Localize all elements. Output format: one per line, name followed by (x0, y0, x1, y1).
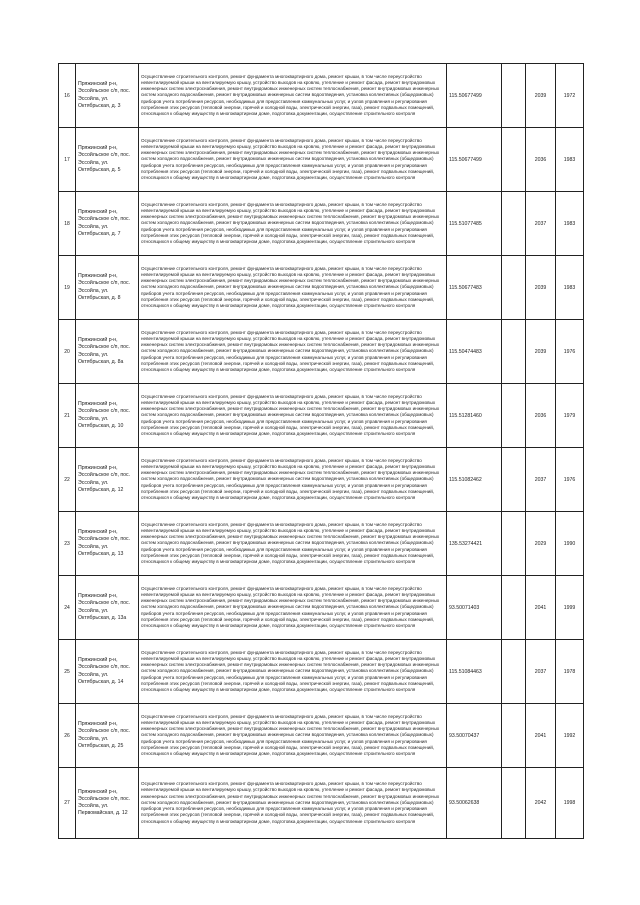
value-cell: 93.50070437 (447, 704, 502, 768)
plan-year-cell: 2039 (526, 256, 556, 320)
row-number-cell: 16 (59, 64, 76, 128)
address-cell: Пряжинский р-н, Эссойльское с/п, пос. Эссойла, ул. Октябрьская, д. 13а (76, 576, 139, 640)
empty-cell (502, 128, 526, 192)
work-list-cell: Осуществление строительного контроля, ремонт фундамента многоквартирного дома, ремонт крыши, в том числе переустройство невентилируемой крыши на вентилируемую крышу, устройство выходов на кровлю, утепление и ремонт фасада, ремонт внутридомовых инженерных систем электроснабжения, ремонт внутридомовых инженерных систем теплоснабжения, ремонт внутридомовых инженерных систем холодного водоснабжения, ремонт внутридомовых инженерных систем водоотведения, установка коллективных (общедомовых) приборов учета потребления ресурсов, необходимых для предоставления коммунальных услуг, и узлов управления и регулирования потребления этих ресурсов (тепловой энергии, горячей и холодной воды, электрической энергии, газа), ремонт подвальных помещений, относящихся к общему имуществу в многоквартирном доме, подготовка документации, осуществление строительного контроля (139, 256, 447, 320)
address-cell: Пряжинский р-н, Эссойльское с/п, пос. Эссойла, ул. Октябрьская, д. 8а (76, 320, 139, 384)
row-number-cell: 17 (59, 128, 76, 192)
value-cell: 93.50071403 (447, 576, 502, 640)
work-list-cell: Осуществление строительного контроля, ремонт фундамента многоквартирного дома, ремонт крыши, в том числе переустройство невентилируемой крыши на вентилируемую крышу, устройство выходов на кровлю, утепление и ремонт фасада, ремонт внутридомовых инженерных систем электроснабжения, ремонт внутридомовых инженерных систем теплоснабжения, ремонт внутридомовых инженерных систем холодного водоснабжения, ремонт внутридомовых инженерных систем водоотведения, установка коллективных (общедомовых) приборов учета потребления ресурсов, необходимых для предоставления коммунальных услуг, и узлов управления и регулирования потребления этих ресурсов (тепловой энергии, горячей и холодной воды, электрической энергии, газа), ремонт подвальных помещений, относящихся к общему имуществу в многоквартирном доме, подготовка документации, осуществление строительного контроля (139, 384, 447, 448)
work-list-cell: Осуществление строительного контроля, ремонт фундамента многоквартирного дома, ремонт крыши, в том числе переустройство невентилируемой крыши на вентилируемую крышу, устройство выходов на кровлю, утепление и ремонт фасада, ремонт внутридомовых инженерных систем электроснабжения, ремонт внутридомовых инженерных систем теплоснабжения, ремонт внутридомовых инженерных систем холодного водоснабжения, ремонт внутридомовых инженерных систем водоотведения, установка коллективных (общедомовых) приборов учета потребления ресурсов, необходимых для предоставления коммунальных услуг, и узлов управления и регулирования потребления этих ресурсов (тепловой энергии, горячей и холодной воды, электрической энергии, газа), ремонт подвальных помещений, относящихся к общему имуществу в многоквартирном доме, подготовка документации, осуществление строительного контроля (139, 320, 447, 384)
build-year-cell: 1992 (556, 704, 584, 768)
address-cell: Пряжинский р-н, Эссойльское с/п, пос. Эссойла, ул. Октябрьская, д. 13 (76, 512, 139, 576)
plan-year-cell: 2036 (526, 128, 556, 192)
build-year-cell: 1983 (556, 192, 584, 256)
build-year-cell: 1999 (556, 576, 584, 640)
table-row (59, 576, 584, 640)
value-cell: 115.51281460 (447, 384, 502, 448)
row-number-cell: 20 (59, 320, 76, 384)
value-cell: 93.50062638 (447, 768, 502, 839)
work-list-cell: Осуществление строительного контроля, ремонт фундамента многоквартирного дома, ремонт крыши, в том числе переустройство невентилируемой крыши на вентилируемую крышу, устройство выходов на кровлю, утепление и ремонт фасада, ремонт внутридомовых инженерных систем электроснабжения, ремонт внутридомовых инженерных систем теплоснабжения, ремонт внутридомовых инженерных систем холодного водоснабжения, ремонт внутридомовых инженерных систем водоотведения, установка коллективных (общедомовых) приборов учета потребления ресурсов, необходимых для предоставления коммунальных услуг, и узлов управления и регулирования потребления этих ресурсов (тепловой энергии, горячей и холодной воды, электрической энергии, газа), ремонт подвальных помещений, относящихся к общему имуществу в многоквартирном доме, подготовка документации, осуществление строительного контроля (139, 576, 447, 640)
build-year-cell: 1979 (556, 384, 584, 448)
table-row (59, 448, 584, 512)
repair-program-table (58, 63, 584, 839)
plan-year-cell: 2037 (526, 640, 556, 704)
build-year-cell: 1976 (556, 448, 584, 512)
address-cell: Пряжинский р-н, Эссойльское с/п, пос. Эссойла, ул. Октябрьская, д. 8 (76, 256, 139, 320)
row-number-cell: 25 (59, 640, 76, 704)
empty-cell (502, 448, 526, 512)
plan-year-cell: 2036 (526, 384, 556, 448)
work-list-cell: Осуществление строительного контроля, ремонт фундамента многоквартирного дома, ремонт крыши, в том числе переустройство невентилируемой крыши на вентилируемую крышу, устройство выходов на кровлю, утепление и ремонт фасада, ремонт внутридомовых инженерных систем электроснабжения, ремонт внутридомовых инженерных систем теплоснабжения, ремонт внутридомовых инженерных систем холодного водоснабжения, ремонт внутридомовых инженерных систем водоотведения, установка коллективных (общедомовых) приборов учета потребления ресурсов, необходимых для предоставления коммунальных услуг, и узлов управления и регулирования потребления этих ресурсов (тепловой энергии, горячей и холодной воды, электрической энергии, газа), ремонт подвальных помещений, относящихся к общему имуществу в многоквартирном доме, подготовка документации, осуществление строительного контроля (139, 768, 447, 839)
work-list-cell: Осуществление строительного контроля, ремонт фундамента многоквартирного дома, ремонт крыши, в том числе переустройство невентилируемой крыши на вентилируемую крышу, устройство выходов на кровлю, утепление и ремонт фасада, ремонт внутридомовых инженерных систем электроснабжения, ремонт внутридомовых инженерных систем теплоснабжения, ремонт внутридомовых инженерных систем холодного водоснабжения, ремонт внутридомовых инженерных систем водоотведения, установка коллективных (общедомовых) приборов учета потребления ресурсов, необходимых для предоставления коммунальных услуг, и узлов управления и регулирования потребления этих ресурсов (тепловой энергии, горячей и холодной воды, электрической энергии, газа), ремонт подвальных помещений, относящихся к общему имуществу в многоквартирном доме, подготовка документации, осуществление строительного контроля (139, 192, 447, 256)
row-number-cell: 23 (59, 512, 76, 576)
work-list-cell: Осуществление строительного контроля, ремонт фундамента многоквартирного дома, ремонт крыши, в том числе переустройство невентилируемой крыши на вентилируемую крышу, устройство выходов на кровлю, утепление и ремонт фасада, ремонт внутридомовых инженерных систем электроснабжения, ремонт внутридомовых инженерных систем теплоснабжения, ремонт внутридомовых инженерных систем холодного водоснабжения, ремонт внутридомовых инженерных систем водоотведения, установка коллективных (общедомовых) приборов учета потребления ресурсов, необходимых для предоставления коммунальных услуг, и узлов управления и регулирования потребления этих ресурсов (тепловой энергии, горячей и холодной воды, электрической энергии, газа), ремонт подвальных помещений, относящихся к общему имуществу в многоквартирном доме, подготовка документации, осуществление строительного контроля (139, 512, 447, 576)
table-row (59, 512, 584, 576)
work-list-cell: Осуществление строительного контроля, ремонт фундамента многоквартирного дома, ремонт крыши, в том числе переустройство невентилируемой крыши на вентилируемую крышу, устройство выходов на кровлю, утепление и ремонт фасада, ремонт внутридомовых инженерных систем электроснабжения, ремонт внутридомовых инженерных систем теплоснабжения, ремонт внутридомовых инженерных систем холодного водоснабжения, ремонт внутридомовых инженерных систем водоотведения, установка коллективных (общедомовых) приборов учета потребления ресурсов, необходимых для предоставления коммунальных услуг, и узлов управления и регулирования потребления этих ресурсов (тепловой энергии, горячей и холодной воды, электрической энергии, газа), ремонт подвальных помещений, относящихся к общему имуществу в многоквартирном доме, подготовка документации, осуществление строительного контроля (139, 128, 447, 192)
plan-year-cell: 2041 (526, 704, 556, 768)
plan-year-cell: 2039 (526, 64, 556, 128)
plan-year-cell: 2037 (526, 192, 556, 256)
empty-cell (502, 512, 526, 576)
work-list-cell: Осуществление строительного контроля, ремонт фундамента многоквартирного дома, ремонт крыши, в том числе переустройство невентилируемой крыши на вентилируемую крышу, устройство выходов на кровлю, утепление и ремонт фасада, ремонт внутридомовых инженерных систем электроснабжения, ремонт внутридомовых инженерных систем теплоснабжения, ремонт внутридомовых инженерных систем холодного водоснабжения, ремонт внутридомовых инженерных систем водоотведения, установка коллективных (общедомовых) приборов учета потребления ресурсов, необходимых для предоставления коммунальных услуг, и узлов управления и регулирования потребления этих ресурсов (тепловой энергии, горячей и холодной воды, электрической энергии, газа), ремонт подвальных помещений, относящихся к общему имуществу в многоквартирном доме, подготовка документации, осуществление строительного контроля (139, 64, 447, 128)
table-row (59, 768, 584, 839)
row-number-cell: 27 (59, 768, 76, 839)
table-row (59, 320, 584, 384)
value-cell: 115.51077485 (447, 192, 502, 256)
build-year-cell: 1998 (556, 768, 584, 839)
plan-year-cell: 2039 (526, 320, 556, 384)
address-cell: Пряжинский р-н, Эссойльское с/п, пос. Эссойла, ул. Октябрьская, д. 25 (76, 704, 139, 768)
value-cell: 115.50677499 (447, 64, 502, 128)
plan-year-cell: 2029 (526, 512, 556, 576)
table-row (59, 256, 584, 320)
empty-cell (502, 320, 526, 384)
row-number-cell: 24 (59, 576, 76, 640)
table-body (59, 64, 584, 839)
value-cell: 115.50474483 (447, 320, 502, 384)
empty-cell (502, 64, 526, 128)
address-cell: Пряжинский р-н, Эссойльское с/п, пос. Эссойла, ул. Октябрьская, д. 5 (76, 128, 139, 192)
build-year-cell: 1976 (556, 320, 584, 384)
value-cell: 135.53274421 (447, 512, 502, 576)
row-number-cell: 22 (59, 448, 76, 512)
value-cell: 115.51082462 (447, 448, 502, 512)
address-cell: Пряжинский р-н, Эссойльское с/п, пос. Эссойла, ул. Первомайская, д. 12 (76, 768, 139, 839)
plan-year-cell: 2037 (526, 448, 556, 512)
address-cell: Пряжинский р-н, Эссойльское с/п, пос. Эссойла, ул. Октябрьская, д. 14 (76, 640, 139, 704)
row-number-cell: 26 (59, 704, 76, 768)
empty-cell (502, 256, 526, 320)
work-list-cell: Осуществление строительного контроля, ремонт фундамента многоквартирного дома, ремонт крыши, в том числе переустройство невентилируемой крыши на вентилируемую крышу, устройство выходов на кровлю, утепление и ремонт фасада, ремонт внутридомовых инженерных систем электроснабжения, ремонт внутридомовых инженерных систем теплоснабжения, ремонт внутридомовых инженерных систем холодного водоснабжения, ремонт внутридомовых инженерных систем водоотведения, установка коллективных (общедомовых) приборов учета потребления ресурсов, необходимых для предоставления коммунальных услуг, и узлов управления и регулирования потребления этих ресурсов (тепловой энергии, горячей и холодной воды, электрической энергии, газа), ремонт подвальных помещений, относящихся к общему имуществу в многоквартирном доме, подготовка документации, осуществление строительного контроля (139, 640, 447, 704)
empty-cell (502, 704, 526, 768)
work-list-cell: Осуществление строительного контроля, ремонт фундамента многоквартирного дома, ремонт крыши, в том числе переустройство невентилируемой крыши на вентилируемую крышу, устройство выходов на кровлю, утепление и ремонт фасада, ремонт внутридомовых инженерных систем электроснабжения, ремонт внутридомовых инженерных систем теплоснабжения, ремонт внутридомовых инженерных систем холодного водоснабжения, ремонт внутридомовых инженерных систем водоотведения, установка коллективных (общедомовых) приборов учета потребления ресурсов, необходимых для предоставления коммунальных услуг, и узлов управления и регулирования потребления этих ресурсов (тепловой энергии, горячей и холодной воды, электрической энергии, газа), ремонт подвальных помещений, относящихся к общему имуществу в многоквартирном доме, подготовка документации, осуществление строительного контроля (139, 704, 447, 768)
row-number-cell: 18 (59, 192, 76, 256)
value-cell: 115.51084463 (447, 640, 502, 704)
plan-year-cell: 2042 (526, 768, 556, 839)
build-year-cell: 1972 (556, 64, 584, 128)
table-row (59, 384, 584, 448)
empty-cell (502, 576, 526, 640)
address-cell: Пряжинский р-н, Эссойльское с/п, пос. Эссойла, ул. Октябрьская, д. 7 (76, 192, 139, 256)
table-row (59, 704, 584, 768)
value-cell: 115.50677499 (447, 128, 502, 192)
empty-cell (502, 640, 526, 704)
table-row (59, 64, 584, 128)
build-year-cell: 1990 (556, 512, 584, 576)
table-row (59, 128, 584, 192)
row-number-cell: 19 (59, 256, 76, 320)
empty-cell (502, 384, 526, 448)
empty-cell (502, 192, 526, 256)
build-year-cell: 1983 (556, 256, 584, 320)
work-list-cell: Осуществление строительного контроля, ремонт фундамента многоквартирного дома, ремонт крыши, в том числе переустройство невентилируемой крыши на вентилируемую крышу, устройство выходов на кровлю, утепление и ремонт фасада, ремонт внутридомовых инженерных систем электроснабжения, ремонт внутридомовых инженерных систем теплоснабжения, ремонт внутридомовых инженерных систем холодного водоснабжения, ремонт внутридомовых инженерных систем водоотведения, установка коллективных (общедомовых) приборов учета потребления ресурсов, необходимых для предоставления коммунальных услуг, и узлов управления и регулирования потребления этих ресурсов (тепловой энергии, горячей и холодной воды, электрической энергии, газа), ремонт подвальных помещений, относящихся к общему имуществу в многоквартирном доме, подготовка документации, осуществление строительного контроля (139, 448, 447, 512)
address-cell: Пряжинский р-н, Эссойльское с/п, пос. Эссойла, ул. Октябрьская, д. 10 (76, 384, 139, 448)
empty-cell (502, 768, 526, 839)
table-row (59, 640, 584, 704)
plan-year-cell: 2041 (526, 576, 556, 640)
address-cell: Пряжинский р-н, Эссойльское с/п, пос. Эссойла, ул. Октябрьская, д. 12 (76, 448, 139, 512)
value-cell: 115.50677483 (447, 256, 502, 320)
table-row (59, 192, 584, 256)
row-number-cell: 21 (59, 384, 76, 448)
address-cell: Пряжинский р-н, Эссойльское с/п, пос. Эссойла, ул. Октябрьская, д. 3 (76, 64, 139, 128)
build-year-cell: 1983 (556, 128, 584, 192)
build-year-cell: 1978 (556, 640, 584, 704)
